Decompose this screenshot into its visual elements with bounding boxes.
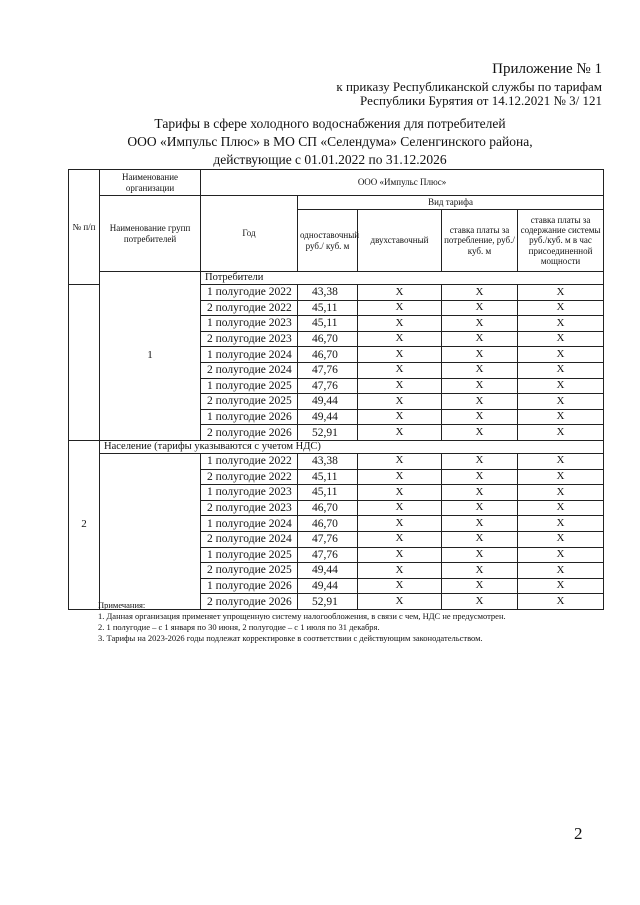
use-rate-cell: X bbox=[442, 425, 518, 441]
appendix-label: Приложение № 1 bbox=[492, 61, 602, 77]
double-rate-cell: X bbox=[358, 331, 442, 347]
single-rate-cell: 52,91 bbox=[298, 425, 358, 441]
period-cell: 2 полугодие 2026 bbox=[201, 425, 298, 441]
col-year-header: Год bbox=[201, 196, 298, 272]
use-rate-cell: X bbox=[442, 285, 518, 301]
double-rate-cell: X bbox=[358, 300, 442, 316]
org-name-cell: ООО «Импульс Плюс» bbox=[201, 170, 604, 196]
double-rate-cell: X bbox=[358, 394, 442, 410]
capacity-rate-cell: X bbox=[518, 594, 604, 610]
period-cell: 2 полугодие 2023 bbox=[201, 500, 298, 516]
single-rate-cell: 52,91 bbox=[298, 594, 358, 610]
single-rate-cell: 47,76 bbox=[298, 547, 358, 563]
use-rate-cell: X bbox=[442, 316, 518, 332]
table-row bbox=[69, 453, 604, 469]
capacity-rate-cell: X bbox=[518, 516, 604, 532]
use-rate-cell: X bbox=[442, 500, 518, 516]
capacity-rate-cell: X bbox=[518, 469, 604, 485]
use-rate-cell: X bbox=[442, 347, 518, 363]
capacity-rate-cell: X bbox=[518, 409, 604, 425]
double-rate-cell: X bbox=[358, 547, 442, 563]
period-cell: 2 полугодие 2026 bbox=[201, 594, 298, 610]
use-rate-cell: X bbox=[442, 378, 518, 394]
capacity-rate-cell: X bbox=[518, 394, 604, 410]
double-rate-cell: X bbox=[358, 594, 442, 610]
col-groups-header: Наименование групп потребителей bbox=[100, 196, 201, 272]
period-cell: 2 полугодие 2025 bbox=[201, 563, 298, 579]
capacity-rate-cell: X bbox=[518, 500, 604, 516]
period-cell: 2 полугодие 2025 bbox=[201, 394, 298, 410]
period-cell: 2 полугодие 2023 bbox=[201, 331, 298, 347]
title-line-3: действующие с 01.01.2022 по 31.12.2026 bbox=[213, 152, 447, 167]
single-rate-cell: 47,76 bbox=[298, 362, 358, 378]
group-name: Население (тарифы указываются с учетом НДС) bbox=[100, 440, 604, 453]
capacity-rate-cell: X bbox=[518, 347, 604, 363]
single-rate-cell: 49,44 bbox=[298, 394, 358, 410]
group-spacer bbox=[100, 453, 201, 609]
capacity-rate-cell: X bbox=[518, 547, 604, 563]
use-rate-cell: X bbox=[442, 362, 518, 378]
use-rate-cell: X bbox=[442, 453, 518, 469]
notes-heading: Примечания: bbox=[98, 600, 146, 610]
double-rate-cell: X bbox=[358, 316, 442, 332]
capacity-rate-cell: X bbox=[518, 285, 604, 301]
use-rate-cell: X bbox=[442, 578, 518, 594]
use-rate-cell: X bbox=[442, 516, 518, 532]
use-rate-cell: X bbox=[442, 394, 518, 410]
page-number: 2 bbox=[574, 824, 583, 843]
double-rate-cell: X bbox=[358, 425, 442, 441]
period-cell: 1 полугодие 2024 bbox=[201, 516, 298, 532]
notes bbox=[98, 600, 506, 644]
capacity-rate-cell: X bbox=[518, 563, 604, 579]
single-rate-cell: 45,11 bbox=[298, 300, 358, 316]
order-line-2: Республики Бурятия от 14.12.2021 № 3/ 121 bbox=[360, 93, 602, 108]
group-name: Потребители bbox=[201, 272, 604, 285]
double-rate-cell: X bbox=[358, 347, 442, 363]
period-cell: 1 полугодие 2025 bbox=[201, 547, 298, 563]
double-rate-cell: X bbox=[358, 409, 442, 425]
single-rate-cell: 45,11 bbox=[298, 316, 358, 332]
note-item: 3. Тарифы на 2023-2026 годы подлежат корректировке в соответствии с действующим законодательством. bbox=[98, 633, 483, 644]
period-cell: 1 полугодие 2025 bbox=[201, 378, 298, 394]
order-line-1: к приказу Республиканской службы по тарифам bbox=[336, 79, 602, 94]
capacity-rate-cell: X bbox=[518, 331, 604, 347]
double-rate-cell: X bbox=[358, 500, 442, 516]
double-rate-cell: X bbox=[358, 362, 442, 378]
single-rate-cell: 45,11 bbox=[298, 485, 358, 501]
double-rate-cell: X bbox=[358, 578, 442, 594]
double-rate-cell: X bbox=[358, 563, 442, 579]
use-rate-cell: X bbox=[442, 531, 518, 547]
single-rate-cell: 46,70 bbox=[298, 500, 358, 516]
double-rate-cell: X bbox=[358, 516, 442, 532]
use-rate-cell: X bbox=[442, 563, 518, 579]
single-rate-cell: 46,70 bbox=[298, 516, 358, 532]
col-rate-capacity-header: ставка платы за содержание системы руб./куб. м в час присоединенной мощности bbox=[518, 210, 604, 272]
period-cell: 1 полугодие 2022 bbox=[201, 453, 298, 469]
single-rate-cell: 46,70 bbox=[298, 347, 358, 363]
use-rate-cell: X bbox=[442, 485, 518, 501]
use-rate-cell: X bbox=[442, 469, 518, 485]
col-tariff-type-header: Вид тарифа bbox=[298, 196, 604, 210]
period-cell: 2 полугодие 2024 bbox=[201, 531, 298, 547]
use-rate-cell: X bbox=[442, 300, 518, 316]
period-cell: 2 полугодие 2022 bbox=[201, 300, 298, 316]
capacity-rate-cell: X bbox=[518, 453, 604, 469]
single-rate-cell: 49,44 bbox=[298, 578, 358, 594]
capacity-rate-cell: X bbox=[518, 362, 604, 378]
period-cell: 1 полугодие 2023 bbox=[201, 485, 298, 501]
use-rate-cell: X bbox=[442, 331, 518, 347]
capacity-rate-cell: X bbox=[518, 378, 604, 394]
capacity-rate-cell: X bbox=[518, 425, 604, 441]
col-num-header: № п/п bbox=[69, 170, 100, 285]
double-rate-cell: X bbox=[358, 285, 442, 301]
group-spacer bbox=[69, 285, 100, 441]
period-cell: 1 полугодие 2024 bbox=[201, 347, 298, 363]
note-item: 2. 1 полугодие – с 1 января по 30 июня, 2 полугодие – с 1 июля по 31 декабря. bbox=[98, 622, 380, 633]
single-rate-cell: 45,11 bbox=[298, 469, 358, 485]
single-rate-cell: 47,76 bbox=[298, 378, 358, 394]
capacity-rate-cell: X bbox=[518, 316, 604, 332]
single-rate-cell: 46,70 bbox=[298, 331, 358, 347]
period-cell: 2 полугодие 2024 bbox=[201, 362, 298, 378]
capacity-rate-cell: X bbox=[518, 578, 604, 594]
single-rate-cell: 49,44 bbox=[298, 563, 358, 579]
period-cell: 1 полугодие 2026 bbox=[201, 409, 298, 425]
group-number: 1 bbox=[100, 272, 201, 441]
double-rate-cell: X bbox=[358, 469, 442, 485]
title-line-1: Тарифы в сфере холодного водоснабжения для потребителей bbox=[154, 116, 506, 131]
tariff-table bbox=[68, 169, 604, 610]
single-rate-cell: 43,38 bbox=[298, 285, 358, 301]
col-double-header: двухставочный bbox=[358, 210, 442, 272]
single-rate-cell: 43,38 bbox=[298, 453, 358, 469]
col-rate-use-header: ставка платы за потребление, руб./ куб. м bbox=[442, 210, 518, 272]
single-rate-cell: 49,44 bbox=[298, 409, 358, 425]
use-rate-cell: X bbox=[442, 594, 518, 610]
double-rate-cell: X bbox=[358, 485, 442, 501]
period-cell: 1 полугодие 2022 bbox=[201, 285, 298, 301]
group-number: 2 bbox=[69, 440, 100, 609]
use-rate-cell: X bbox=[442, 409, 518, 425]
col-single-header: одноставочный руб./ куб. м bbox=[298, 210, 358, 272]
capacity-rate-cell: X bbox=[518, 531, 604, 547]
capacity-rate-cell: X bbox=[518, 485, 604, 501]
double-rate-cell: X bbox=[358, 378, 442, 394]
single-rate-cell: 47,76 bbox=[298, 531, 358, 547]
note-item: 1. Данная организация применяет упрощенную систему налогообложения, в связи с чем, НДС не предусмотрен. bbox=[98, 611, 506, 622]
period-cell: 2 полугодие 2022 bbox=[201, 469, 298, 485]
double-rate-cell: X bbox=[358, 453, 442, 469]
use-rate-cell: X bbox=[442, 547, 518, 563]
title-line-2: ООО «Импульс Плюс» в МО СП «Селендума» Селенгинского района, bbox=[127, 134, 533, 149]
period-cell: 1 полугодие 2026 bbox=[201, 578, 298, 594]
col-org-header: Наименование организации bbox=[100, 170, 201, 196]
double-rate-cell: X bbox=[358, 531, 442, 547]
period-cell: 1 полугодие 2023 bbox=[201, 316, 298, 332]
capacity-rate-cell: X bbox=[518, 300, 604, 316]
